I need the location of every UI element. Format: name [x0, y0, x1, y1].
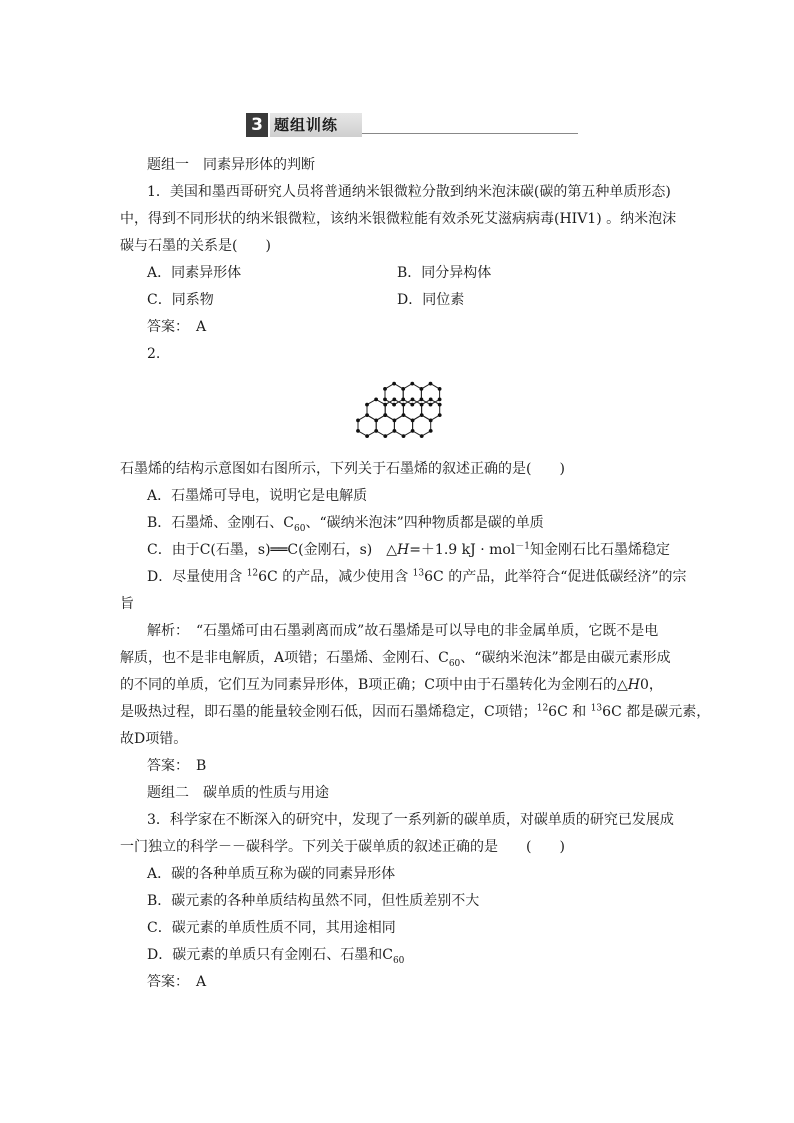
section-number-badge: 3 — [246, 113, 268, 137]
carbon-atom-dot — [410, 382, 414, 386]
hexagon-ring — [385, 384, 403, 405]
hexagon-ring — [413, 415, 431, 436]
carbon-atom-dot — [401, 398, 405, 402]
q2-option-c-text-end: 知金刚石比石墨烯稳定 — [530, 542, 671, 558]
carbon-atom-dot — [420, 413, 424, 417]
carbon-atom-dot — [374, 398, 378, 402]
carbon-atom-dot — [402, 434, 406, 438]
carbon-atom-dot — [438, 413, 442, 417]
carbon-atom-dot — [420, 403, 424, 407]
q2-analysis-line-4 — [120, 699, 711, 726]
carbon-atom-dot — [429, 419, 433, 423]
hexagon-ring — [394, 415, 412, 436]
carbon-atom-dot — [383, 403, 387, 407]
q1-line-3: 碳与石墨的关系是( ) — [120, 238, 271, 254]
hexagon-ring — [403, 384, 421, 405]
q1-answer: 答案： A — [147, 319, 207, 335]
hexagon-ring — [376, 415, 394, 436]
carbon-atom-dot — [438, 403, 442, 407]
q3-option-b: B．碳元素的各种单质结构虽然不同，但性质差别不大 — [147, 893, 480, 909]
q1-option-a: A．同素异形体 — [147, 265, 242, 281]
carbon-atom-dot — [383, 387, 387, 391]
q2-analysis-line-3-variable: H — [627, 677, 640, 693]
header-rule — [362, 133, 578, 134]
q2-analysis-line-2 — [120, 645, 676, 672]
carbon-atom-dot — [365, 403, 369, 407]
document-body — [120, 152, 711, 996]
q2-option-c-value: =＋1.9 kJ · mol — [409, 542, 516, 558]
carbon-atom-dot — [393, 419, 397, 423]
group2-title: 题组二 碳单质的性质与用途 — [147, 785, 329, 801]
q2-analysis-line-2-subscript: 60 — [448, 658, 461, 669]
q1-option-c: C．同系物 — [147, 292, 214, 308]
q2-analysis-line-4-mass-number-1: 12 — [536, 703, 549, 714]
q2-analysis-line-3-text: 的不同的单质，它们互为同素异形体，B项正确；C项中由于石墨转化为金刚石的△ — [120, 677, 628, 693]
q2-option-a: A．石墨烯可导电，说明它是电解质 — [147, 488, 368, 504]
q2-option-d-line-2: 旨 — [120, 596, 134, 612]
carbon-atom-dot — [420, 387, 424, 391]
q1-option-b: B．同分异构体 — [397, 265, 492, 281]
q2-analysis-line-3 — [120, 672, 676, 699]
q2-option-b-text: B．石墨烯、金刚石、C — [147, 515, 294, 531]
carbon-atom-dot — [429, 403, 433, 407]
hexagon-ring — [422, 399, 440, 420]
carbon-atom-dot — [383, 398, 387, 402]
carbon-atom-dot — [374, 419, 378, 423]
carbon-atom-dot — [438, 398, 442, 402]
graphene-structure-figure — [120, 368, 676, 456]
q2-stem: 石墨烯的结构示意图如右图所示，下列关于石墨烯的叙述正确的是( ) — [120, 461, 565, 477]
q1-options-row-1 — [120, 260, 676, 287]
q3-answer: 答案： A — [147, 974, 207, 990]
q2-answer: 答案： B — [147, 758, 207, 774]
carbon-atom-dot — [392, 382, 396, 386]
q2-analysis-line-5: 故D项错。 — [120, 731, 188, 747]
carbon-atom-dot — [411, 429, 415, 433]
q2-analysis-line-4-mass-number-2: 13 — [590, 703, 603, 714]
carbon-atom-dot — [402, 413, 406, 417]
carbon-atom-dot — [392, 403, 396, 407]
q2-option-d-text-mid: 6C 的产品，减少使用含 — [258, 569, 413, 585]
section-header — [246, 113, 578, 139]
section-title: 题组训练 — [270, 113, 362, 137]
q3-option-d-subscript: 60 — [392, 955, 405, 966]
q2-option-d-text-end: 6C 的产品，此举符合“促进低碳经济”的宗 — [424, 569, 687, 585]
q2-analysis-line-4-text-mid: 6C 和 — [548, 704, 591, 720]
q2-analysis-line-4-text-end: 6C 都是碳元素， — [602, 704, 711, 720]
q2-analysis-line-4-text: 是吸热过程，即石墨的能量较金刚石低，因而石墨烯稳定，C项错； — [120, 704, 537, 720]
q2-option-c — [120, 537, 676, 564]
carbon-atom-dot — [411, 398, 415, 402]
carbon-atom-dot — [402, 403, 406, 407]
carbon-atom-dot — [420, 398, 424, 402]
group1-title: 题组一 同素异形体的判断 — [147, 157, 315, 173]
q2-analysis-line-2-text-end: 、“碳纳米泡沫”都是由碳元素形成 — [460, 650, 671, 666]
q2-option-b-text-end: 、“碳纳米泡沫”四种物质都是碳的单质 — [305, 515, 544, 531]
q2-option-b — [120, 510, 676, 537]
hexagon-ring — [421, 384, 439, 405]
carbon-atom-dot — [429, 429, 433, 433]
carbon-atom-dot — [356, 419, 360, 423]
q2-option-c-text: C．由于C(石墨，s)══C(金刚石，s) △ — [147, 542, 397, 558]
carbon-atom-dot — [411, 419, 415, 423]
carbon-atom-dot — [383, 434, 387, 438]
carbon-atom-dot — [429, 398, 433, 402]
q2-option-d-mass-number-2: 13 — [412, 568, 425, 579]
carbon-atom-dot — [410, 403, 414, 407]
q1-options-row-2 — [120, 287, 676, 314]
carbon-atom-dot — [420, 434, 424, 438]
carbon-atom-dot — [392, 398, 396, 402]
q1-option-d: D．同位素 — [397, 292, 465, 308]
q2-option-b-subscript: 60 — [294, 523, 306, 534]
q2-option-c-variable: H — [396, 542, 410, 558]
q3-option-c: C．碳元素的单质性质不同，其用途相同 — [147, 920, 396, 936]
q2-option-c-superscript: －1 — [515, 541, 531, 552]
q2-analysis-line-2-text: 解质，也不是非电解质，A项错；石墨烯、金刚石、C — [120, 650, 449, 666]
q2-number: 2. — [147, 346, 161, 362]
carbon-atom-dot — [374, 429, 378, 433]
q1-line-2: 中，得到不同形状的纳米银微粒，该纳米银微粒能有效杀死艾滋病病毒(HIV1) 。纳米泡沫 — [120, 211, 677, 227]
hexagon-ring — [358, 415, 376, 436]
carbon-atom-dot — [393, 429, 397, 433]
carbon-atom-dot — [429, 382, 433, 386]
carbon-atom-dot — [401, 387, 405, 391]
q3-option-a: A．碳的各种单质互称为碳的同素异形体 — [147, 866, 396, 882]
q2-analysis-line-1: 解析： “石墨烯可由石墨剥离而成”故石墨烯是可以导电的非金属单质，它既不是电 — [147, 623, 659, 639]
carbon-atom-dot — [383, 413, 387, 417]
carbon-atom-dot — [365, 434, 369, 438]
q1-line-1: 1．美国和墨西哥研究人员将普通纳米银微粒分散到纳米泡沫碳(碳的第五种单质形态) — [147, 184, 671, 200]
q3-line-2: 一门独立的科学－－碳科学。下列关于碳单质的叙述正确的是 ( ) — [120, 839, 565, 855]
q3-option-d — [120, 942, 676, 969]
q2-analysis-line-3-text-end: 0， — [639, 677, 663, 693]
carbon-atom-dot — [438, 387, 442, 391]
q3-line-1: 3．科学家在不断深入的研究中，发现了一系列新的碳单质，对碳单质的研究已发展成 — [147, 812, 674, 828]
q2-option-d — [120, 564, 687, 591]
q2-option-d-mass-number-1: 12 — [246, 568, 259, 579]
graphene-lattice-icon — [352, 376, 468, 452]
carbon-atom-dot — [365, 413, 369, 417]
q3-option-d-text: D．碳元素的单质只有金刚石、石墨和C — [147, 947, 393, 963]
carbon-atom-dot — [356, 429, 360, 433]
q2-option-d-text: D．尽量使用含 — [147, 569, 247, 585]
